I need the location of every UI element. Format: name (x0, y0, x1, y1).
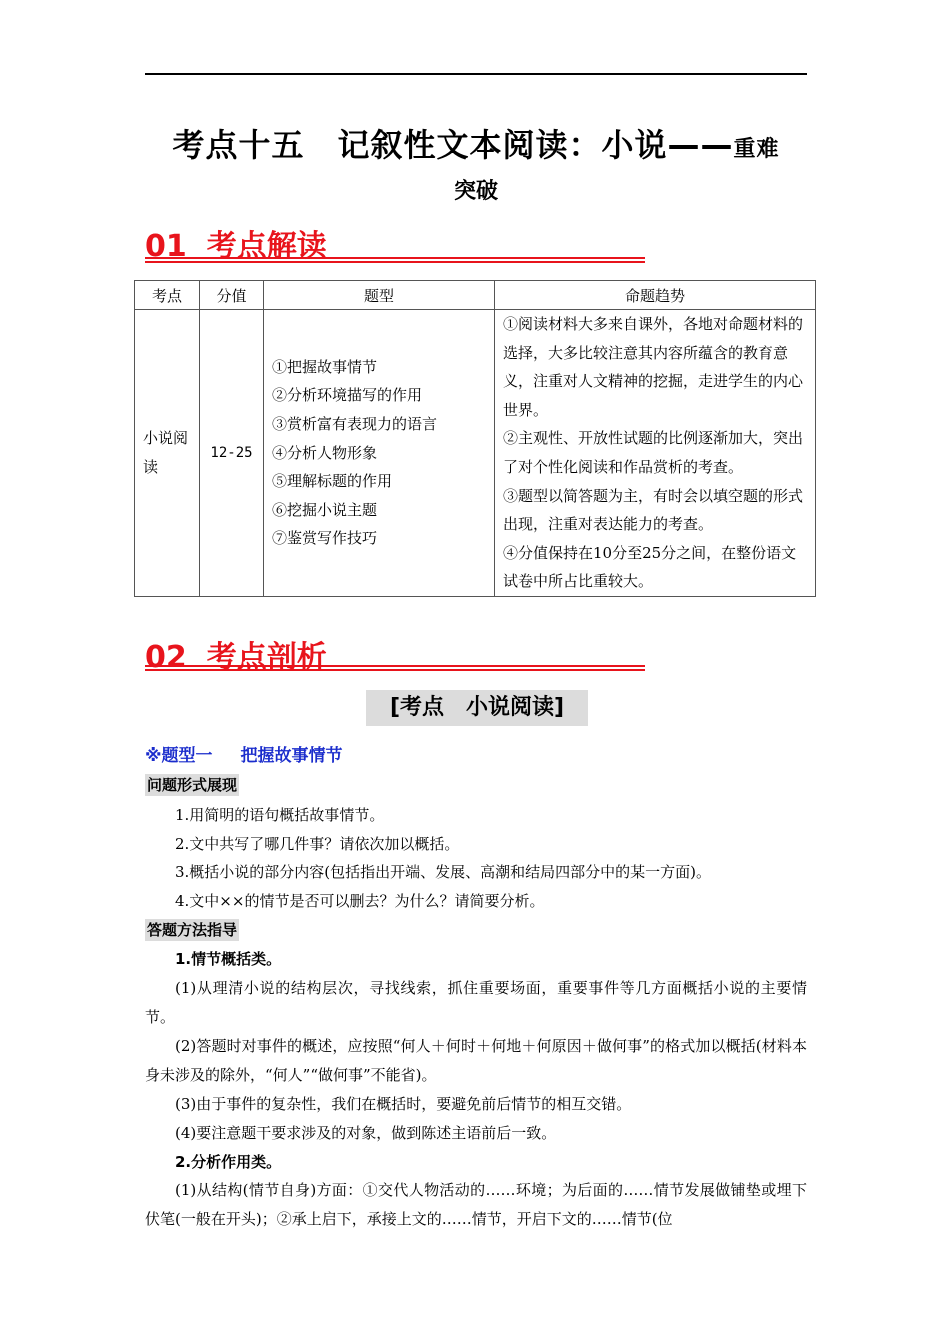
section-label: 考点解读 (206, 229, 327, 264)
trend-item: ④分值保持在10分至25分之间，在整份语文试卷中所占比重较大。 (503, 543, 797, 591)
table-header-cell: 分值 (200, 281, 264, 310)
method-heading-2: 2.分析作用类。 (175, 1153, 282, 1171)
method-paragraph: (1)从理清小说的结构层次，寻找线索，抓住重要场面，重要事件等几方面概括小说的主要情节。 (145, 979, 807, 1026)
method-paragraph: (3)由于事件的复杂性，我们在概括时，要避免前后情节的相互交错。 (175, 1095, 632, 1113)
table-header-cell: 命题趋势 (495, 281, 816, 310)
question-type-heading (145, 741, 343, 766)
table-header-cell: 题型 (264, 281, 495, 310)
topic-banner: [考点 小说阅读] (366, 690, 588, 726)
type-item: ③赏析富有表现力的语言 (272, 415, 438, 434)
table-cell-score: 12-25 (200, 310, 264, 597)
trend-item: ②主观性、开放性试题的比例逐渐加大，突出了对个性化阅读和作品赏析的考查。 (503, 429, 804, 476)
type-item: ④分析人物形象 (272, 443, 378, 462)
page-title (145, 120, 807, 166)
section-label: 考点剖析 (206, 640, 327, 675)
table-row (135, 310, 816, 597)
method-label: 答题方法指导 (147, 921, 238, 939)
section-number: 02 (145, 640, 187, 675)
section-underline (145, 665, 645, 671)
page-title-suffix: 重难 (733, 137, 780, 162)
form-item: 2.文中共写了哪几件事？请依次加以概括。 (175, 835, 460, 853)
section-number: 01 (145, 229, 187, 264)
type-item: ②分析环境描写的作用 (272, 386, 423, 405)
type-item: ⑤理解标题的作用 (272, 472, 393, 491)
table-cell-topic: 小说阅读 (135, 310, 200, 597)
type-item: ①把握故事情节 (272, 357, 378, 376)
section-underline (145, 257, 645, 263)
trend-item: ①阅读材料大多来自课外，各地对命题材料的选择，大多比较注意其内容所蕴含的教育意义，注重对人文精神的挖掘，走进学生的内心世界。 (503, 315, 804, 419)
method-heading-1: 1.情节概括类。 (175, 950, 282, 968)
form-item: 1.用简明的语句概括故事情节。 (175, 806, 385, 824)
question-type-prefix: ※题型一 (145, 746, 213, 766)
method-paragraph: (4)要注意题干要求涉及的对象，做到陈述主语前后一致。 (175, 1124, 557, 1142)
trend-item: ③题型以简答题为主，有时会以填空题的形式出现，注重对表达能力的考查。 (503, 486, 804, 534)
table-header-cell: 考点 (135, 281, 200, 310)
form-item: 3.概括小说的部分内容(包括指出开端、发展、高潮和结局四部分中的某一方面)。 (175, 863, 712, 881)
question-type-name: 把握故事情节 (240, 746, 343, 766)
page-title-line2: 突破 (453, 179, 498, 204)
table-cell-trends (495, 310, 816, 597)
header-rule (145, 73, 807, 75)
form-item: 4.文中××的情节是否可以删去？为什么？请简要分析。 (175, 892, 545, 910)
page-title-main: 考点十五 记叙性文本阅读：小说—— (172, 126, 734, 164)
method-paragraph: (2)答题时对事件的概述，应按照“何人＋何时＋何地＋何原因＋做何事”的格式加以概括(材料本身未涉及的除外，“何人”“做何事”不能省)。 (145, 1037, 807, 1084)
table-cell-types (264, 310, 495, 597)
exam-point-table (134, 280, 816, 597)
table-header-row (135, 281, 816, 310)
type-item: ⑥挖掘小说主题 (272, 500, 378, 519)
method-paragraph: (1)从结构(情节自身)方面：①交代人物活动的……环境；为后面的……情节发展做铺垫或埋下伏笔(一般在开头)；②承上启下，承接上文的……情节，开启下文的……情节(位 (145, 1181, 807, 1228)
type-item: ⑦鉴赏写作技巧 (272, 529, 378, 548)
forms-label: 问题形式展现 (147, 776, 238, 794)
